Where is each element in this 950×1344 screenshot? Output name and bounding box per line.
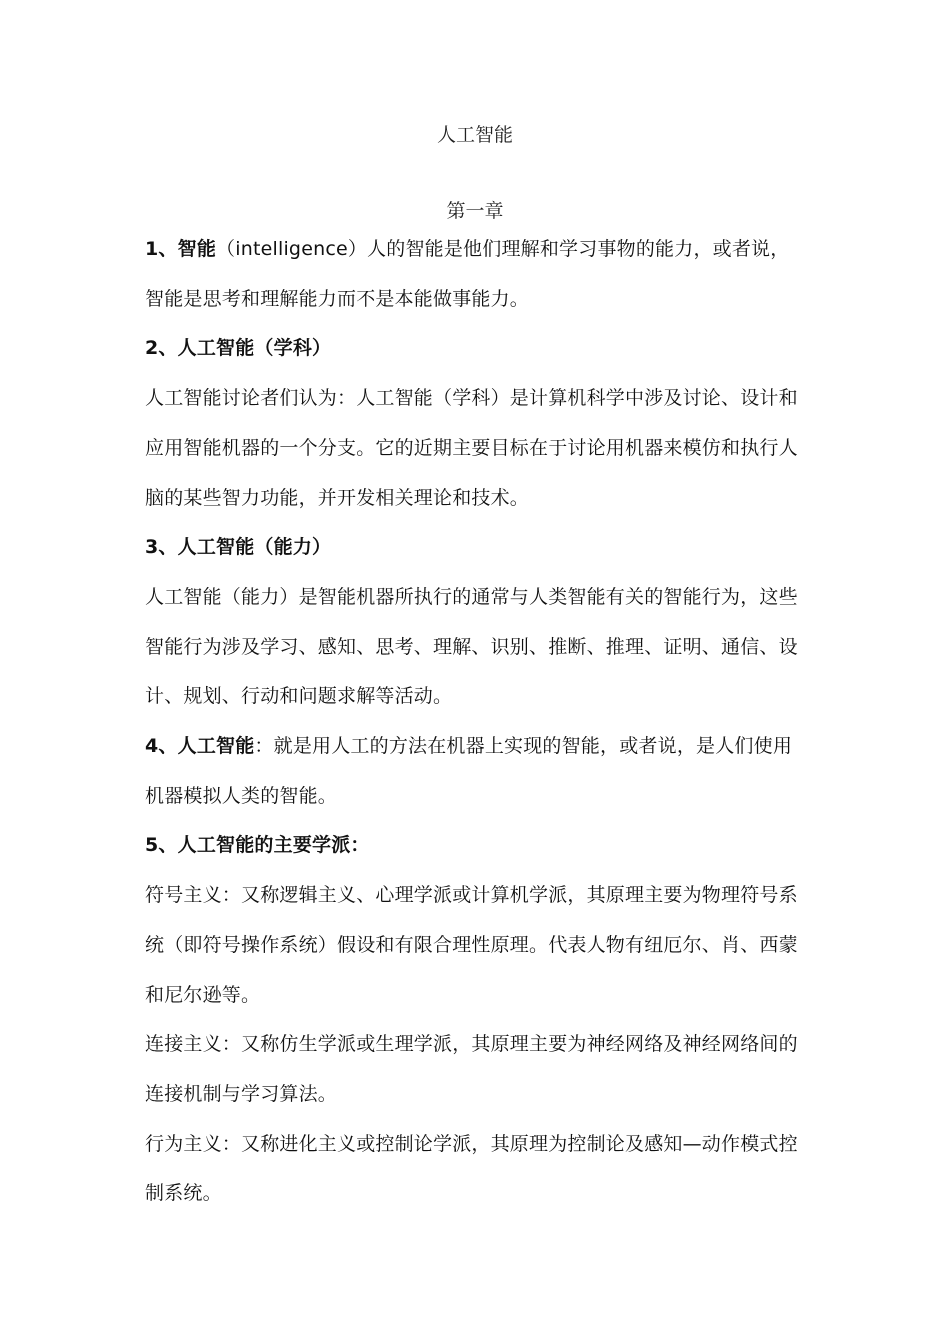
- section-1-paragraph: [145, 225, 805, 324]
- document-title: 人工智能: [436, 124, 513, 146]
- section-3-text: 人工智能（能力）是智能机器所执行的通常与人类智能有关的智能行为，这些智能行为涉及学习、感知、思考、理解、识别、推断、推理、证明、通信、设计、规划、行动和问题求解等活动。: [145, 585, 798, 708]
- chapter-heading: 第一章: [446, 200, 504, 222]
- section-2-text: 人工智能讨论者们认为：人工智能（学科）是计算机科学中涉及讨论、设计和应用智能机器的一个分支。它的近期主要目标在于讨论用机器来模仿和执行人脑的某些智力功能，并开发相关理论和技术。: [145, 387, 798, 509]
- section-1-heading: 1、智能: [145, 238, 217, 260]
- section-3-heading: 3、人工智能（能力）: [145, 536, 332, 559]
- section-5-heading: 5、人工智能的主要学派：: [145, 834, 370, 857]
- symbolism-paragraph: 符号主义：又称逻辑主义、心理学派或计算机学派，其原理主要为物理符号系统（即符号操作系统）假设和有限合理性原理。代表人物有纽厄尔、肖、西蒙和尼尔逊等。: [145, 884, 798, 1006]
- document-body: [145, 225, 805, 1219]
- section-1-text: （intelligence）人的智能是他们理解和学习事物的能力，或者说，智能是思考和理解能力而不是本能做事能力。: [145, 238, 790, 310]
- section-4-paragraph: [145, 722, 805, 821]
- section-4-text: ：就是用人工的方法在机器上实现的智能，或者说，是人们使用机器模拟人类的智能。: [145, 735, 793, 807]
- section-2-heading: 2、人工智能（学科）: [145, 337, 332, 360]
- behaviorism-paragraph: 行为主义：又称进化主义或控制论学派，其原理为控制论及感知—动作模式控制系统。: [145, 1132, 798, 1205]
- section-4-heading: 4、人工智能: [145, 735, 255, 758]
- connectionism-paragraph: 连接主义：又称仿生学派或生理学派，其原理主要为神经网络及神经网络间的连接机制与学习算法。: [145, 1033, 798, 1105]
